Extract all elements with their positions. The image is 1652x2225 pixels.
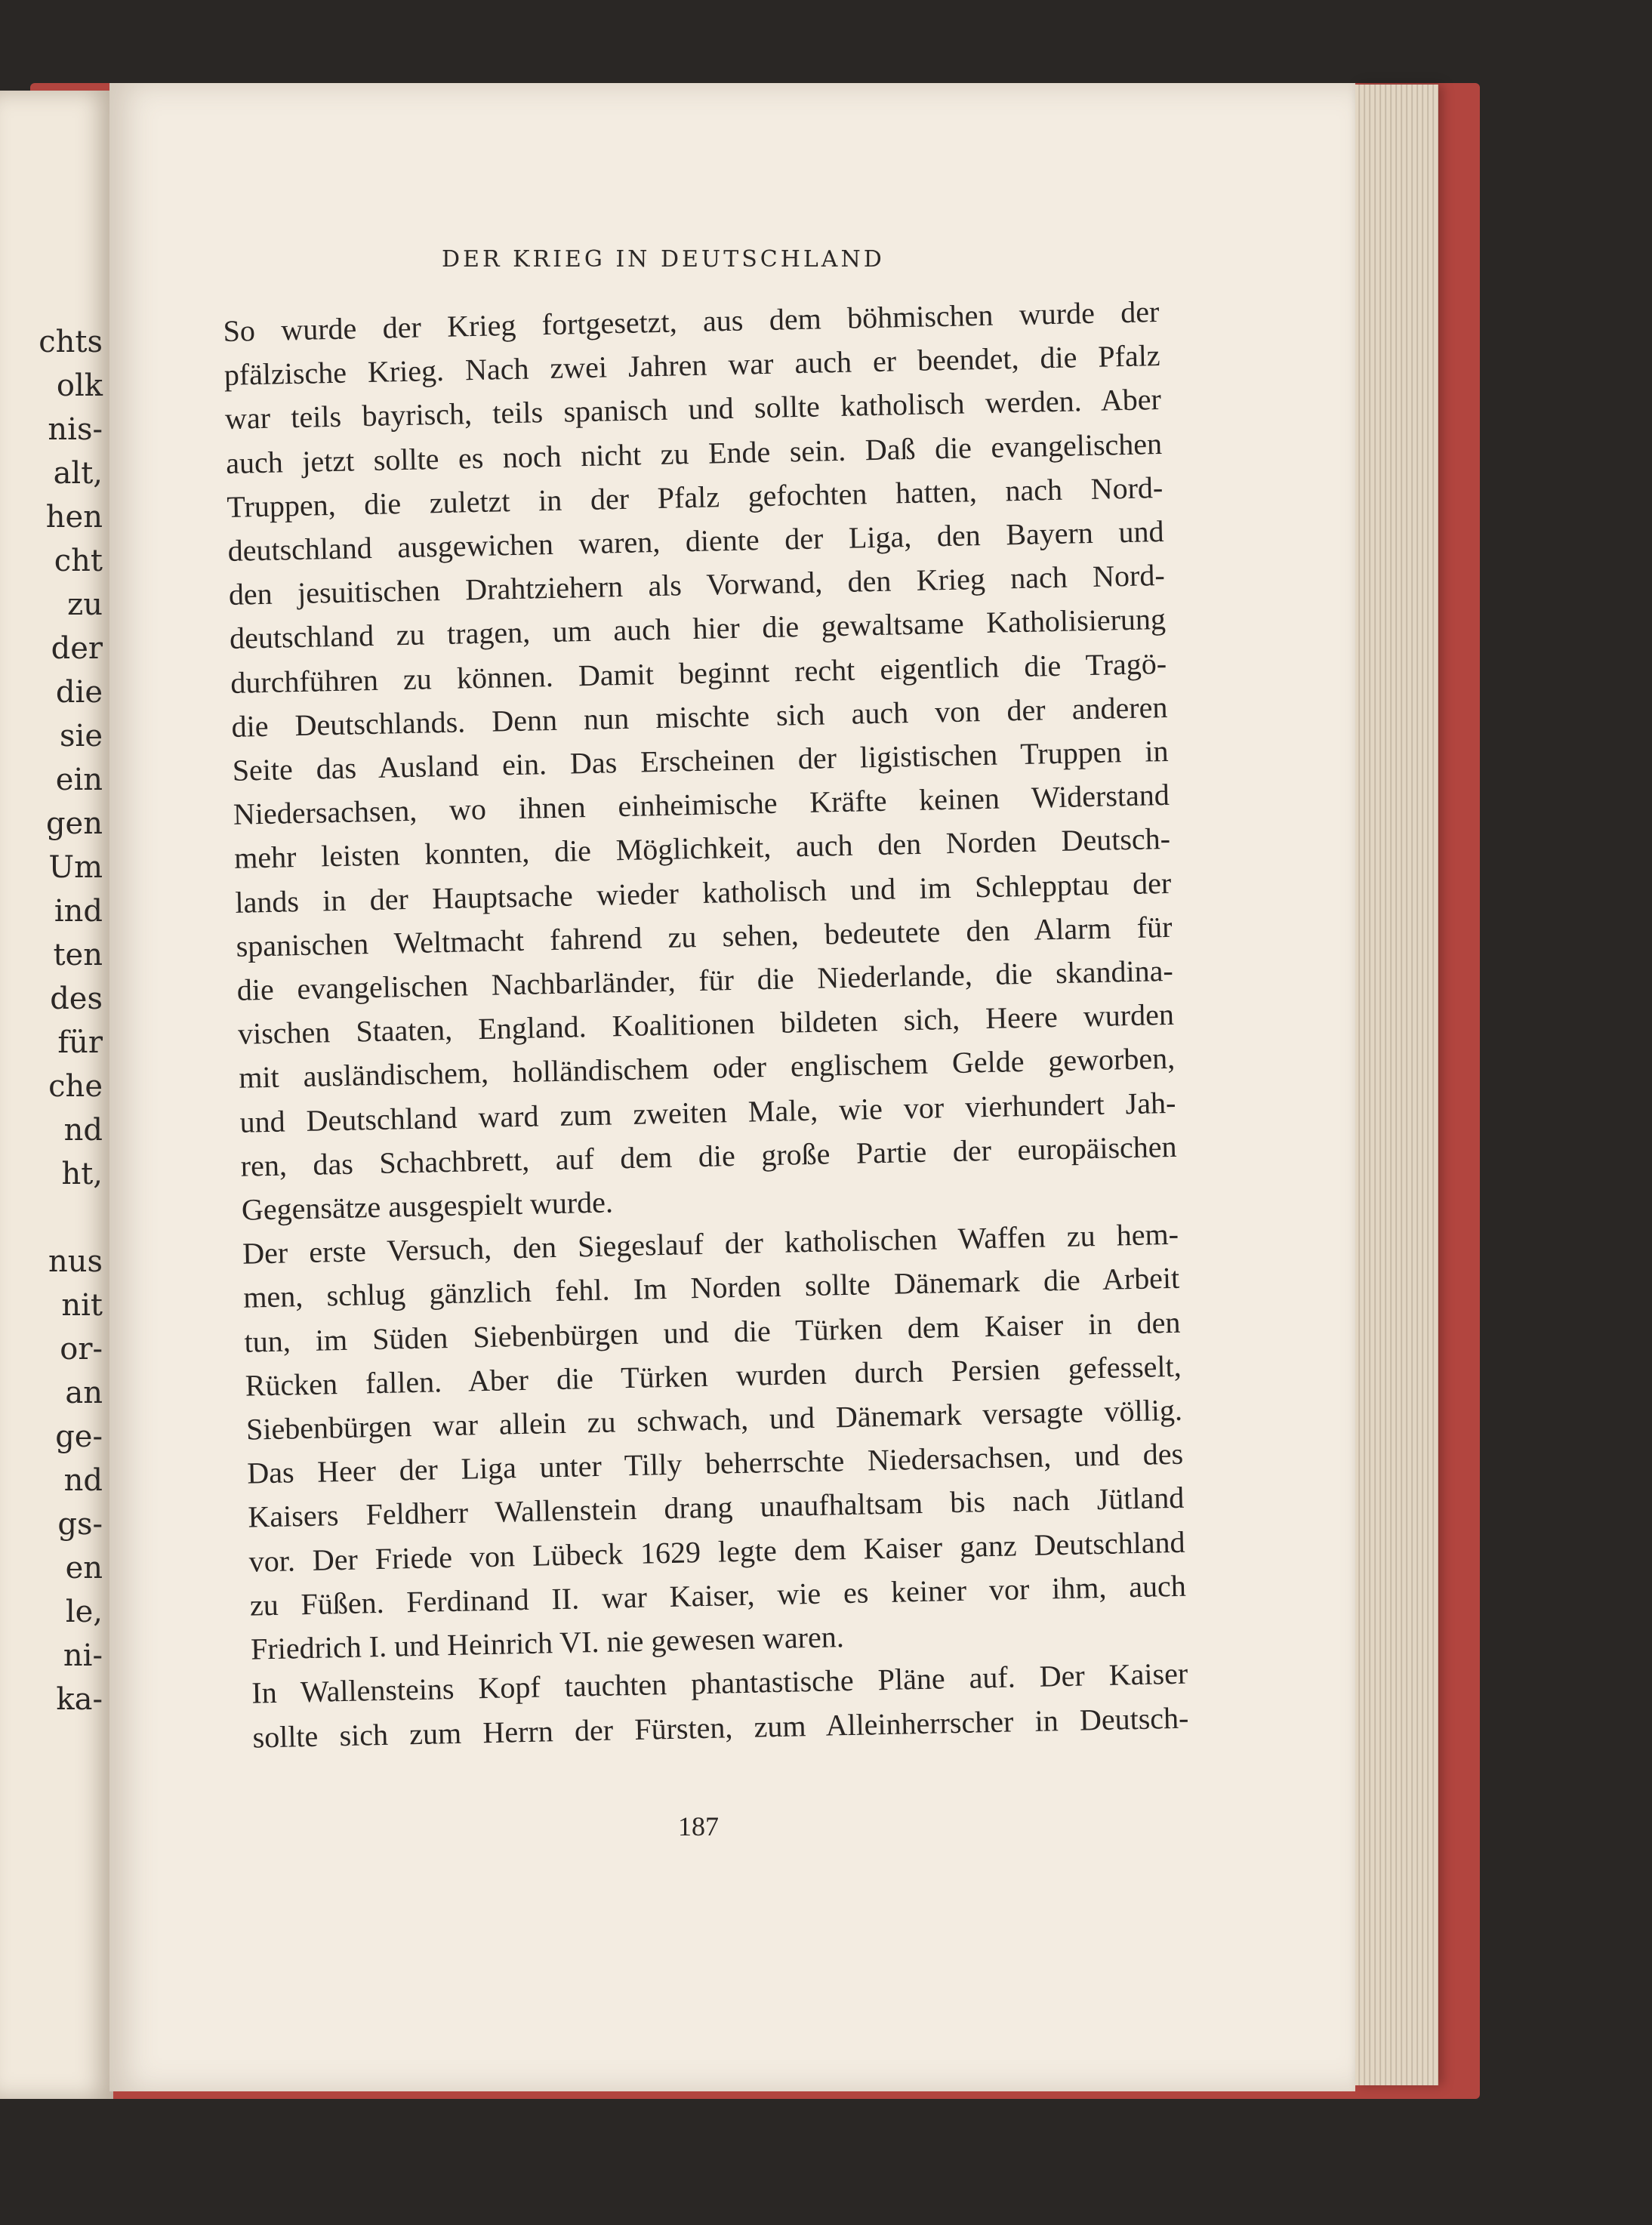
left-page-fragment: nis- xyxy=(48,412,103,447)
text-line: die evangelischen Nachbarländer, für die Niederlande, die skandina- xyxy=(236,953,1174,1007)
text-line: Niedersachsen, wo ihnen einheimische Kräfte keinen Widerstand xyxy=(233,778,1170,832)
body-text xyxy=(223,290,1189,1759)
left-page-fragment: ka- xyxy=(56,1682,103,1717)
left-page-fragment: cht xyxy=(54,544,103,578)
text-line: Truppen, die zuletzt in der Pfalz gefochten hatten, nach Nord- xyxy=(227,470,1163,524)
left-page-fragment: or- xyxy=(60,1332,103,1367)
text-line: vor. Der Friede von Lübeck 1629 legte dem Kaiser ganz Deutschland xyxy=(248,1524,1185,1579)
text-line: mit ausländischem, holländischem oder englischem Gelde geworben, xyxy=(238,1041,1176,1096)
left-page-fragment: ind xyxy=(54,894,103,929)
left-page-fragment: chts xyxy=(39,325,103,359)
left-page-fragment: gen xyxy=(45,806,103,841)
left-page-fragment: ge- xyxy=(55,1419,103,1454)
left-page-fragment: che xyxy=(48,1069,103,1104)
left-page-fragment: nit xyxy=(61,1288,103,1323)
text-line: pfälzische Krieg. Nach zwei Jahren war auch er beendet, die Pfalz xyxy=(223,338,1161,393)
text-line: Rücken fallen. Aber die Türken wurden durch Persien gefesselt, xyxy=(245,1348,1182,1403)
left-page-fragment: nd xyxy=(63,1113,103,1148)
page-number: 187 xyxy=(678,1811,719,1841)
text-line: In Wallensteins Kopf tauchten phantastische Pläne auf. Der Kaiser xyxy=(251,1656,1188,1710)
left-page-fragment: für xyxy=(57,1025,103,1060)
left-page-fragment: des xyxy=(50,982,103,1016)
left-page-fragment: der xyxy=(51,631,103,666)
left-page-fragment: sie xyxy=(60,719,103,753)
text-line: zu Füßen. Ferdinand II. war Kaiser, wie es keiner vor ihm, auch xyxy=(249,1568,1187,1623)
left-page-fragment: an xyxy=(65,1376,103,1410)
text-line: lands in der Hauptsache wieder katholisch und im Schlepptau der xyxy=(234,865,1172,920)
text-line: auch jetzt sollte es noch nicht zu Ende sein. Daß die evangelischen xyxy=(225,426,1163,480)
text-line: ren, das Schachbrett, auf dem die große Partie der europäischen xyxy=(240,1129,1177,1183)
left-page-fragment: ten xyxy=(53,938,103,972)
text-line: war teils bayrisch, teils spanisch und sollte katholisch werden. Aber xyxy=(224,382,1162,436)
text-line: vischen Staaten, England. Koalitionen bildeten sich, Heere wurden xyxy=(237,997,1175,1052)
text-line: So wurde der Krieg fortgesetzt, aus dem böhmischen wurde der xyxy=(223,294,1160,348)
text-line: Kaisers Feldherr Wallenstein drang unaufhaltsam bis nach Jütland xyxy=(248,1481,1185,1535)
left-page-fragment: nus xyxy=(48,1244,103,1279)
text-line: sollte sich zum Herrn der Fürsten, zum Alleinherrscher in Deutsch- xyxy=(252,1700,1189,1755)
text-line: mehr leisten konnten, die Möglichkeit, auch den Norden Deutsch- xyxy=(233,821,1171,876)
left-page-fragment: ein xyxy=(55,763,103,797)
text-line: Das Heer der Liga unter Tilly beherrschte Niedersachsen, und des xyxy=(246,1436,1184,1490)
running-head: DER KRIEG IN DEUTSCHLAND xyxy=(442,246,885,273)
text-line: Der erste Versuch, den Siegeslauf der katholischen Waffen zu hem- xyxy=(242,1217,1179,1271)
left-page-fragment: hen xyxy=(45,500,103,535)
left-page-fragment: en xyxy=(65,1551,103,1586)
page-block-edges xyxy=(1355,85,1438,2085)
left-page-fragment: ni- xyxy=(63,1638,103,1673)
text-line: deutschland ausgewichen waren, diente der Liga, den Bayern und xyxy=(227,513,1164,568)
text-line: Friedrich I. und Heinrich VI. nie gewesen waren. xyxy=(250,1619,845,1666)
text-line: Seite das Ausland ein. Das Erscheinen der ligistischen Truppen in xyxy=(232,733,1169,787)
text-line: die Deutschlands. Denn nun mischte sich auch von der anderen xyxy=(231,689,1168,744)
left-page-fragment: le, xyxy=(65,1595,103,1629)
left-page-fragment: olk xyxy=(56,368,103,403)
left-page-fragment: die xyxy=(55,675,103,710)
left-page-fragment: alt, xyxy=(53,456,103,491)
text-line: Siebenbürgen war allein zu schwach, und Dänemark versagte völlig. xyxy=(245,1392,1183,1447)
left-page-fragment: zu xyxy=(67,587,103,622)
text-line: men, schlug gänzlich fehl. Im Norden sollte Dänemark die Arbeit xyxy=(242,1261,1180,1315)
text-line: durchführen zu können. Damit beginnt recht eigentlich die Tragö- xyxy=(230,646,1167,700)
text-line: den jesuitischen Drahtziehern als Vorwand, den Krieg nach Nord- xyxy=(228,558,1166,612)
left-page-fragment: gs- xyxy=(57,1507,103,1542)
text-line: Gegensätze ausgespielt wurde. xyxy=(241,1185,614,1227)
text-line: spanischen Weltmacht fahrend zu sehen, bedeutete den Alarm für xyxy=(236,909,1173,963)
left-page-fragment: Um xyxy=(48,850,103,885)
left-page xyxy=(0,91,113,2099)
text-line: deutschland zu tragen, um auch hier die gewaltsame Katholisierung xyxy=(229,602,1167,656)
left-page-fragment: nd xyxy=(63,1463,103,1498)
left-page-fragment: ht, xyxy=(61,1157,103,1191)
text-line: tun, im Süden Siebenbürgen und die Türken dem Kaiser in den xyxy=(244,1305,1181,1359)
text-line: und Deutschland ward zum zweiten Male, wie vor vierhundert Jah- xyxy=(239,1085,1176,1139)
